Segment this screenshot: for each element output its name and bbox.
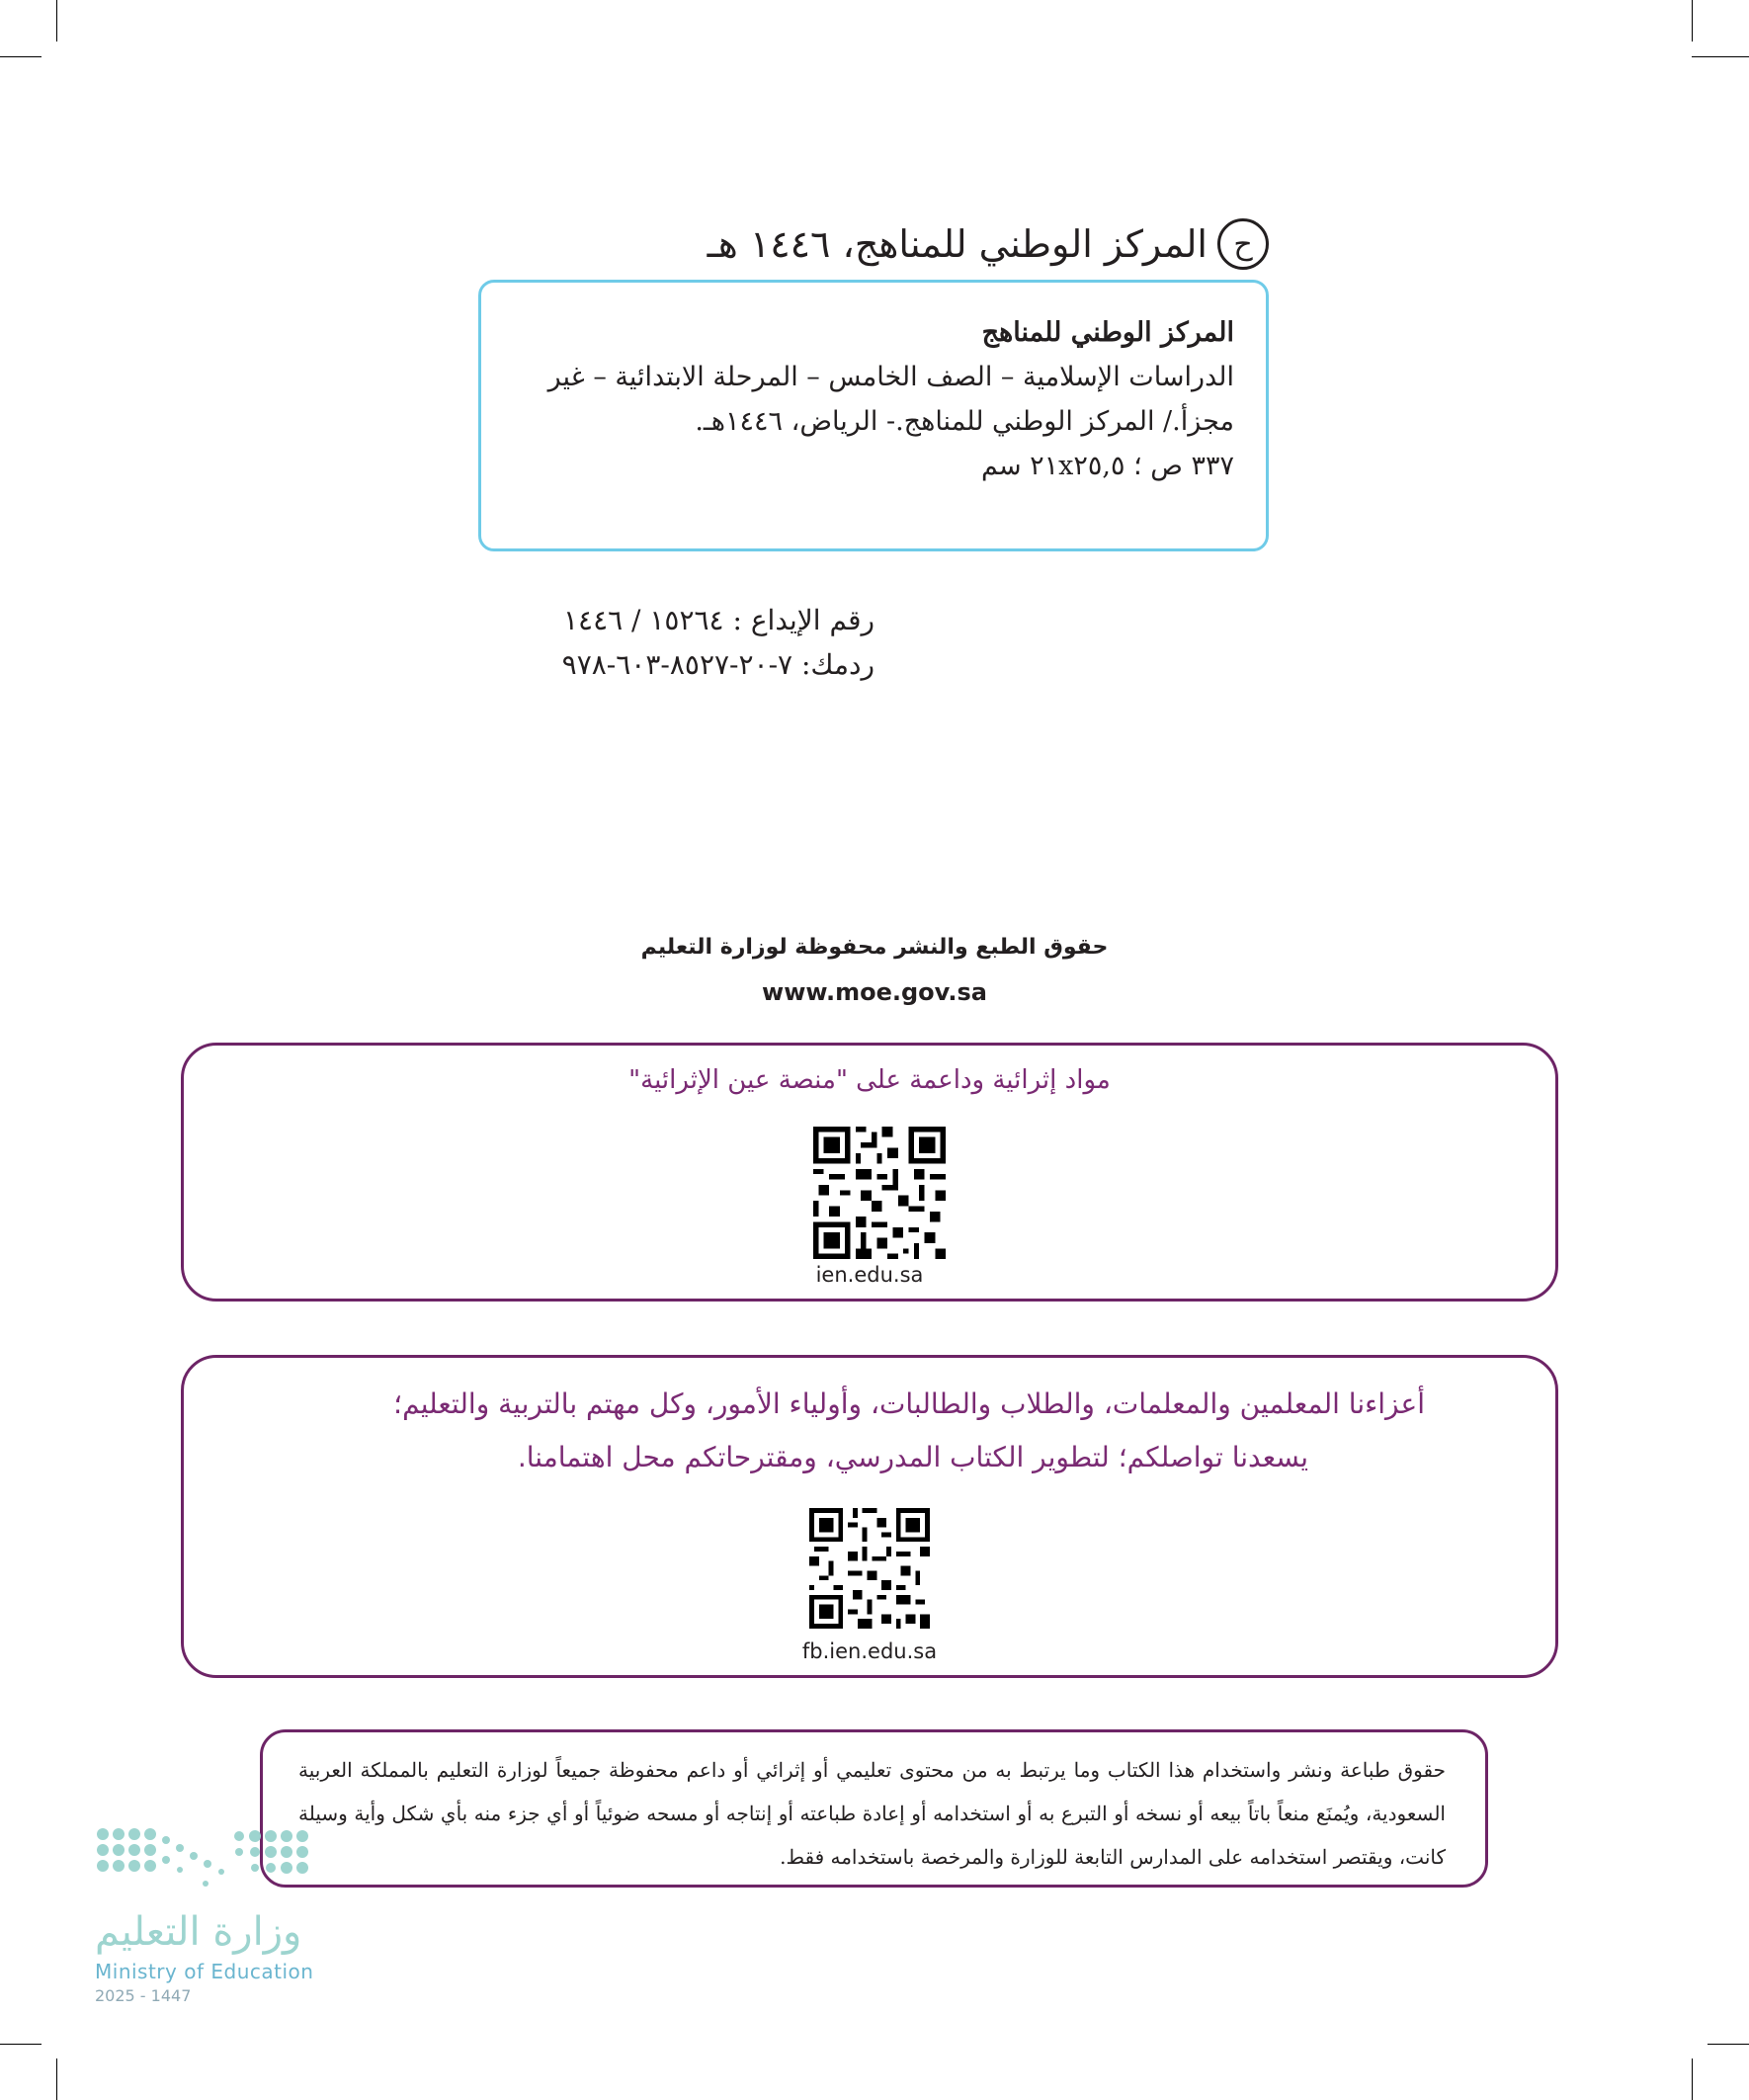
- isbn: ردمك: ٧-٢٠-٨٥٢٧-٦٠٣-٩٧٨: [561, 648, 874, 681]
- ien-platform-box: [181, 1043, 1558, 1302]
- crop-mark: [0, 2044, 42, 2045]
- feedback-line-2: يسعدنا تواصلكم؛ لتطوير الكتاب المدرسي، ومقترحاتكم محل اهتمامنا.: [517, 1441, 1308, 1473]
- crop-mark: [0, 56, 42, 57]
- crop-mark: [1692, 56, 1749, 57]
- rights-statement: حقوق الطبع والنشر محفوظة لوزارة التعليم: [640, 935, 1109, 960]
- catalog-line: ٣٣٧ ص ؛ ٢١x٢٥,٥ سم: [980, 451, 1234, 481]
- catalog-box: [478, 280, 1269, 551]
- crop-mark: [56, 2058, 57, 2100]
- copyright-text: المركز الوطني للمناهج، ١٤٤٦ هـ: [707, 222, 1208, 266]
- copyright-circle-icon: ح: [1217, 218, 1269, 270]
- copyright-heading: [708, 210, 1269, 279]
- feedback-qr-caption[interactable]: fb.ien.edu.sa: [801, 1639, 938, 1663]
- crop-mark: [1692, 0, 1693, 42]
- feedback-line-1: أعزاءنا المعلمين والمعلمات، والطلاب والطالبات، وأولياء الأمور، وكل مهتم بالتربية والتعليم؛: [393, 1387, 1425, 1420]
- catalog-line: مجزأ./ المركز الوطني للمناهج.- الرياض، ١٤٤٦هـ.: [695, 406, 1234, 437]
- edition-year: 2025 - 1447: [95, 1986, 192, 2005]
- feedback-box: [181, 1355, 1558, 1678]
- ministry-name-arabic: وزارة التعليم: [95, 1909, 302, 1955]
- crop-mark: [1692, 2058, 1693, 2100]
- legal-notice-box: [260, 1729, 1488, 1888]
- ministry-logo-dots-icon: [95, 1826, 312, 1895]
- ien-qr-code-icon[interactable]: [813, 1127, 946, 1259]
- feedback-qr-code-icon[interactable]: [809, 1508, 930, 1629]
- ien-qr-caption[interactable]: ien.edu.sa: [815, 1263, 924, 1287]
- ien-heading: مواد إثرائية وداعمة على "منصة عين الإثرائية": [628, 1065, 1111, 1095]
- crop-mark: [56, 0, 57, 42]
- deposit-info: [562, 598, 874, 687]
- moe-website-link[interactable]: www.moe.gov.sa: [762, 978, 987, 1006]
- ministry-name-english: Ministry of Education: [95, 1960, 314, 1983]
- catalog-line: الدراسات الإسلامية – الصف الخامس – المرحلة الابتدائية – غير: [547, 362, 1234, 392]
- catalog-title: المركز الوطني للمناهج: [981, 317, 1234, 348]
- deposit-number: رقم الإيداع : ١٥٢٦٤ / ١٤٤٦: [563, 604, 874, 636]
- crop-mark: [1707, 2044, 1749, 2045]
- legal-notice-text: حقوق طباعة ونشر واستخدام هذا الكتاب وما يرتبط به من محتوى تعليمي أو إثرائي أو داعم محفوظة جميعاً لوزارة التعليم بالمملكة العربية السعودية، ويُمنَع منعاً باتاً بيعه أو نسخه أو التبرع به أو استخدامه أو إعادة طباعته أو إنتاجه أو مسحه ضوئياً أو أي جزء منه بأي شكل وأية وسيلة كانت، ويقتصر استخدامه على المدارس التابعة للوزارة والمرخصة باستخدامه فقط.: [298, 1758, 1446, 1869]
